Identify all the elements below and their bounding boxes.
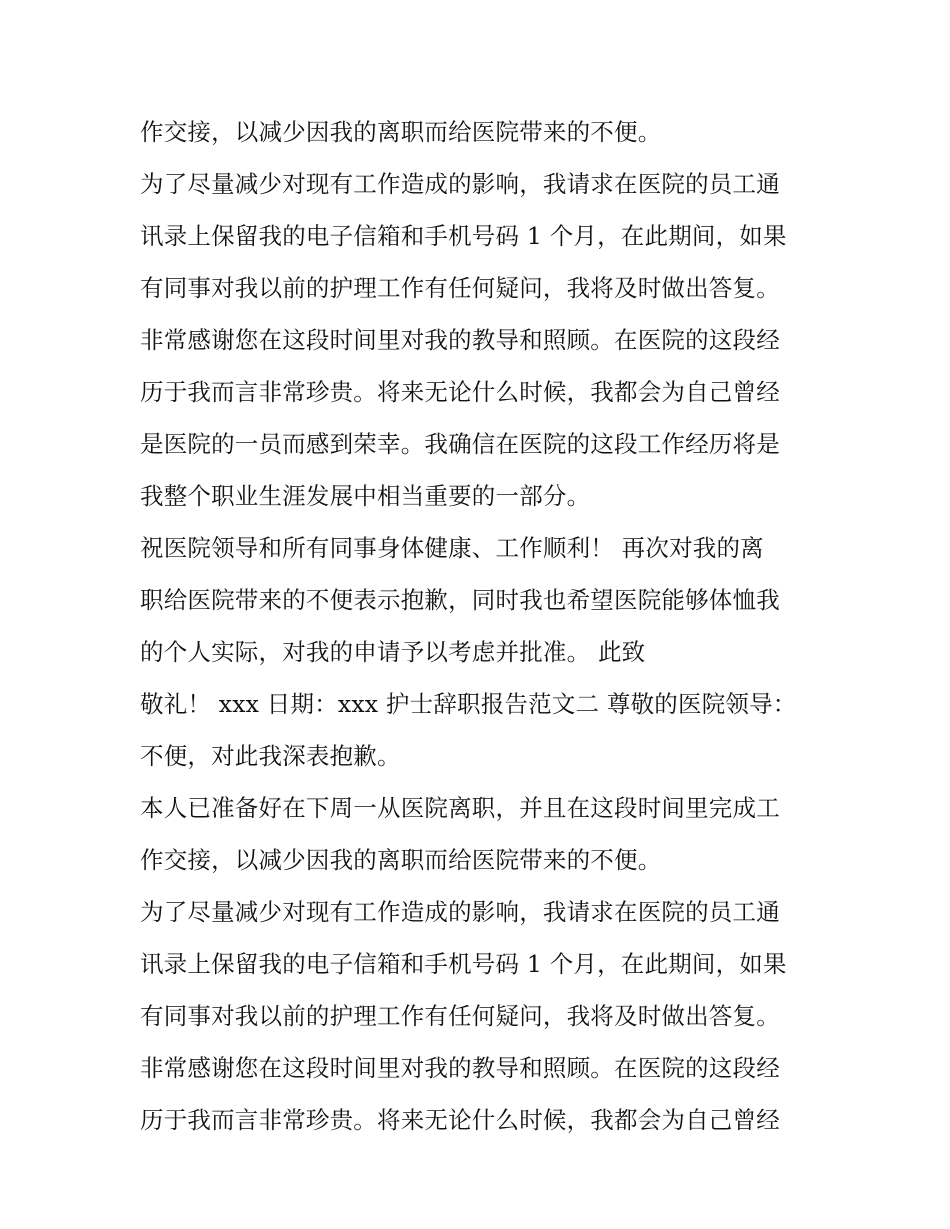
text-line: 为了尽量减少对现有工作造成的影响，我请求在医院的员工通 <box>140 170 780 198</box>
text-line: 历于我而言非常珍贵。将来无论什么时候，我都会为自己曾经 <box>140 378 780 406</box>
text-line: 职给医院带来的不便表示抱歉，同时我也希望医院能够体恤我 <box>140 586 780 614</box>
document-body <box>140 106 820 1146</box>
text-line: 作交接，以减少因我的离职而给医院带来的不便。 <box>140 118 662 146</box>
text-line: 有同事对我以前的护理工作有任何疑问，我将及时做出答复。 <box>140 1002 780 1030</box>
text-line: 历于我而言非常珍贵。将来无论什么时候，我都会为自己曾经 <box>140 1106 780 1134</box>
text-line: 是医院的一员而感到荣幸。我确信在医院的这段工作经历将是 <box>140 430 780 458</box>
text-line: 不便，对此我深表抱歉。 <box>140 742 401 770</box>
text-line: 讯录上保留我的电子信箱和手机号码 1 个月，在此期间，如果 <box>140 222 787 250</box>
text-line: 的个人实际，对我的申请予以考虑并批准。 此致 <box>140 638 646 666</box>
text-line: 敬礼！ xxx 日期：xxx 护士辞职报告范文二 尊敬的医院领导： <box>140 690 797 718</box>
text-line: 非常感谢您在这段时间里对我的教导和照顾。在医院的这段经 <box>140 1054 780 1082</box>
text-line: 非常感谢您在这段时间里对我的教导和照顾。在医院的这段经 <box>140 326 780 354</box>
text-line: 作交接，以减少因我的离职而给医院带来的不便。 <box>140 846 662 874</box>
text-line: 我整个职业生涯发展中相当重要的一部分。 <box>140 482 591 510</box>
text-line: 讯录上保留我的电子信箱和手机号码 1 个月，在此期间，如果 <box>140 950 787 978</box>
text-line: 有同事对我以前的护理工作有任何疑问，我将及时做出答复。 <box>140 274 780 302</box>
text-line: 本人已准备好在下周一从医院离职，并且在这段时间里完成工 <box>140 794 780 822</box>
text-line: 祝医院领导和所有同事身体健康、工作顺利！ 再次对我的离 <box>140 534 764 562</box>
text-line: 为了尽量减少对现有工作造成的影响，我请求在医院的员工通 <box>140 898 780 926</box>
